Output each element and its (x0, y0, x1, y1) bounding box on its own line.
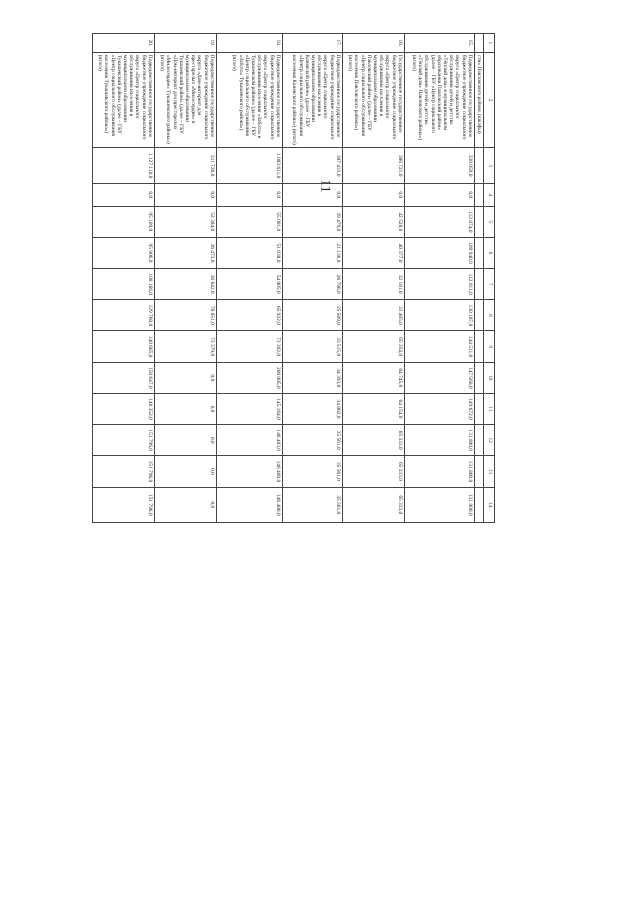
header-row (484, 34, 495, 523)
cell-value: 95 109,0 (92, 206, 154, 237)
column-header-7: 7 (484, 269, 495, 300)
column-header-11: 11 (484, 393, 495, 424)
cell-value: 1 083 611,0 (216, 148, 282, 183)
cell-value: 34 393,0 (282, 362, 342, 393)
table-row (92, 34, 154, 523)
cell-value: 35 561,0 (282, 487, 342, 523)
row-index: 20. (92, 34, 154, 53)
cell-value: 146 483,0 (216, 425, 282, 456)
table-row (154, 34, 216, 523)
cell-value: 147 568,0 (404, 362, 474, 393)
page-number: 11 (317, 179, 333, 193)
cell-value: 39 479,0 (282, 206, 342, 237)
cell-value: 146 480,0 (216, 487, 282, 523)
cell-value: 65 333,0 (342, 456, 404, 487)
cell-value: 64 154,0 (342, 393, 404, 424)
cell-value: 0,0 (404, 183, 474, 206)
budget-table (92, 33, 495, 523)
cell-value: 34 862,0 (282, 393, 342, 424)
column-header-6: 6 (484, 237, 495, 268)
cell-value: 0,0 (154, 183, 216, 206)
cell-value: 33 515,0 (282, 331, 342, 362)
column-header-12: 12 (484, 425, 495, 456)
cell-value: 25 509,0 (282, 300, 342, 331)
cell-value: 149 672,0 (404, 393, 474, 424)
cell-value: 55 001,0 (216, 206, 282, 237)
row-name: Подведомственное государственное бюджетное учреждение социального округа «Центр социального обслуживания детей и детства «Тёплый дом» в муниципальном образовании Павловский район» (далее – ГБУ «Центр социального обслуживания детей и детства «Тёплый дом» Павловского района») (итого) (404, 52, 474, 148)
cell-value: 42 528,0 (342, 206, 404, 237)
cell-value: 131 800,0 (404, 425, 474, 456)
cell-value: 112 811,0 (404, 269, 474, 300)
table-frame (90, 33, 495, 523)
column-header-3: 3 (484, 148, 495, 183)
cell-value: 0,0 (154, 487, 216, 523)
row-index: 18. (216, 34, 282, 53)
cell-value: 36 642,0 (154, 269, 216, 300)
cell-value: 0,0 (342, 183, 404, 206)
table-row (216, 34, 282, 523)
cell-value: 33 465,0 (342, 300, 404, 331)
cell-value: 200 085,0 (216, 362, 282, 393)
cell-value: 151 796,0 (92, 487, 154, 523)
row-name: Государственное государственное бюджетное учреждение социального округа «Центр социального обслуживания населения в муниципальном образовании Павловский район» (далее – ГБУ «Центр социального обслуживания населения Павловского района») (итого) (342, 52, 404, 148)
cell-value: 40 377,0 (342, 237, 404, 268)
cell-value: 145 164,0 (216, 393, 282, 424)
table-row (342, 34, 404, 523)
row-index: 15. (404, 34, 474, 53)
cell-value: 51 038,0 (216, 237, 282, 268)
cell-value: 65 333,0 (342, 487, 404, 523)
cell-value: 148 352,0 (92, 393, 154, 424)
cell-value: 130 187,0 (404, 300, 474, 331)
cell-value: 0,0 (154, 456, 216, 487)
cell-value: 35 561,0 (282, 425, 342, 456)
column-header-2: 2 (484, 52, 495, 148)
continued-row (474, 34, 483, 523)
cell-value: 95 906,0 (92, 237, 154, 268)
column-header-1: 1 (484, 34, 495, 53)
rotated-table-stage (90, 33, 495, 523)
cell-value: 0,0 (154, 425, 216, 456)
cell-value: 108 166,0 (92, 269, 154, 300)
row-name: Подведомственное государственное бюджетное учреждение социального округа «Дом-интернат для престарелых «Милосердие» в муниципальном образовании Тукашевский район» (далее – ГБУ «Дом-интернат для престарелых «Милосердие» Тукашевского района») (итого) (154, 52, 216, 148)
cell-value: 65 922,0 (216, 300, 282, 331)
cell-value: 36 473,0 (154, 237, 216, 268)
row-name: Подведомственное государственное бюджетное учреждение социального округа «Центр социального обслуживания населения «Забота» в Тукашевском районе» (далее – ГБУ «Центр социального обслуживания «Забота» Тукашевского района») (итого) (216, 52, 282, 148)
cell-value: 140 665,0 (92, 331, 154, 362)
row-index (474, 34, 483, 53)
cell-value: 32 181,0 (342, 269, 404, 300)
table-row (404, 34, 474, 523)
cell-value: 26 796,0 (282, 269, 342, 300)
cell-value: 35 561,0 (282, 456, 342, 487)
row-name: Подведомственное государственное бюджетное учреждение социального округа «Центр социального обслуживания населения в муниципальном образовании Каневской район» (далее – ГБУ «Центр социального обслуживания населения Каневского района») (итого) (282, 52, 342, 148)
cell-value: 70 651,0 (154, 300, 216, 331)
column-header-14: 14 (484, 487, 495, 523)
row-index: 16. (342, 34, 404, 53)
column-header-13: 13 (484, 456, 495, 487)
cell-value: 1 127 110,0 (92, 148, 154, 183)
cell-value: 0,0 (154, 393, 216, 424)
cell-value: 73 302,0 (216, 331, 282, 362)
cell-value: 144 511,0 (404, 331, 474, 362)
cell-value: 109 940,0 (404, 237, 474, 268)
row-index: 17. (282, 34, 342, 53)
cell-value: 112 874,0 (404, 206, 474, 237)
row-name: сти» Павловского района (шкафы) (474, 52, 483, 148)
cell-value: 0,0 (282, 183, 342, 206)
cell-value: 386 721,0 (342, 148, 404, 183)
cell-value: 146 480,0 (216, 456, 282, 487)
cell-value: 0,0 (154, 362, 216, 393)
cell-value: 151 796,0 (92, 456, 154, 487)
row-name: Подведомственное государственное бюджетное учреждение социального округа «Центр социального обслуживания населения в муниципальном образовании Тукашевский район» (далее – ГБУ «Центр социального обслуживания населения Тукашевского района») (итого) (92, 52, 154, 148)
cell-value: 131 800,0 (404, 456, 474, 487)
cell-value: 129 760,0 (92, 300, 154, 331)
table-row (282, 34, 342, 523)
cell-value: 150 647,0 (92, 362, 154, 393)
cell-value: 64 745,0 (342, 362, 404, 393)
row-index: 19. (154, 34, 216, 53)
column-header-5: 5 (484, 206, 495, 237)
column-header-10: 10 (484, 362, 495, 393)
cell-value: 151 796,0 (92, 425, 154, 456)
cell-value: 54 005,0 (216, 269, 282, 300)
cell-value: 0,0 (92, 183, 154, 206)
cell-value: 330 059,0 (404, 148, 474, 183)
cell-value: 131 800,0 (404, 487, 474, 523)
cell-value: 73 379,0 (154, 331, 216, 362)
column-header-9: 9 (484, 331, 495, 362)
cell-value: 65 354,0 (342, 331, 404, 362)
cell-value: 65 333,0 (342, 425, 404, 456)
cell-value: 52 384,0 (154, 206, 216, 237)
column-header-8: 8 (484, 300, 495, 331)
cell-value: 21 136,0 (282, 237, 342, 268)
cell-value: 307 433,0 (282, 148, 342, 183)
cell-value: 311 726,0 (154, 148, 216, 183)
column-header-4: 4 (484, 183, 495, 206)
cell-value: 0,0 (216, 183, 282, 206)
